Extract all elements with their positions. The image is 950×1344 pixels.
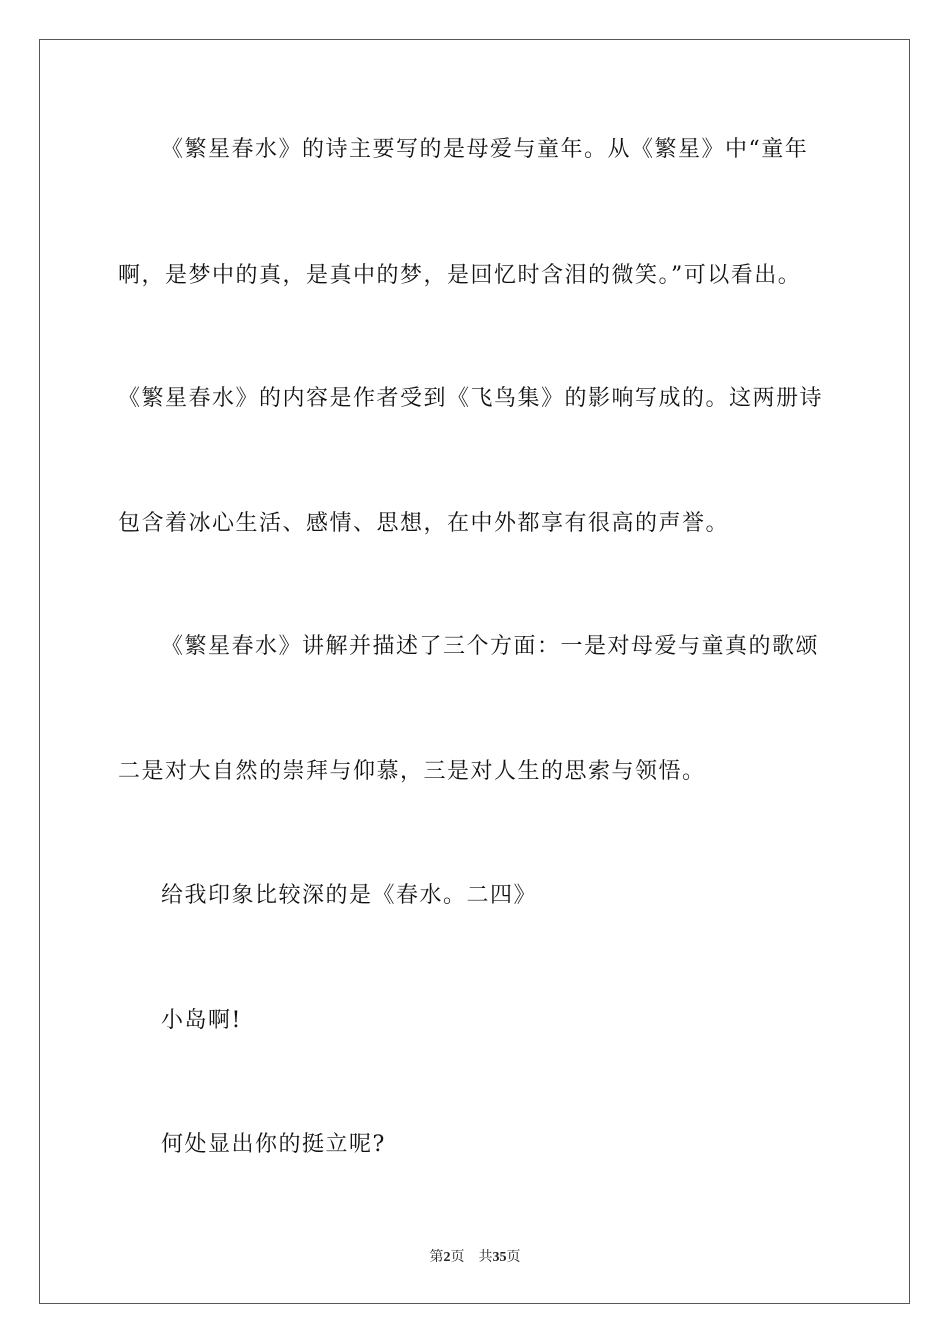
footer-page-suffix: 页 — [450, 1249, 465, 1265]
footer-total-prefix: 共 — [478, 1249, 493, 1265]
footer-total-pages: 35 — [492, 1250, 507, 1265]
footer-page-prefix: 第 — [429, 1249, 444, 1265]
paragraph-5-line-1: 何处显出你的挺立呢? — [161, 1132, 386, 1157]
paragraph-2-line-2: 二是对大自然的崇拜与仰慕，三是对人生的思索与领悟。 — [118, 759, 706, 784]
paragraph-1-line-3: 《繁星春水》的内容是作者受到《飞鸟集》的影响写成的。这两册诗 — [118, 386, 824, 411]
paragraph-1-line-1: 《繁星春水》的诗主要写的是母爱与童年。从《繁星》中“童年 — [161, 137, 809, 162]
paragraph-4-line-1: 小岛啊! — [161, 1008, 242, 1033]
page-frame — [39, 39, 910, 1304]
paragraph-2-line-1: 《繁星春水》讲解并描述了三个方面：一是对母爱与童真的歌颂 — [161, 634, 820, 659]
footer-page-number: 2 — [443, 1250, 451, 1265]
paragraph-3-line-1: 给我印象比较深的是《春水。二四》 — [161, 883, 538, 908]
paragraph-1-line-4: 包含着冰心生活、感情、思想，在中外都享有很高的声誉。 — [118, 511, 730, 536]
paragraph-1-line-2: 啊，是梦中的真，是真中的梦，是回忆时含泪的微笑。”可以看出。 — [118, 263, 802, 288]
footer-total-suffix: 页 — [506, 1249, 521, 1265]
page-footer — [0, 1247, 950, 1268]
